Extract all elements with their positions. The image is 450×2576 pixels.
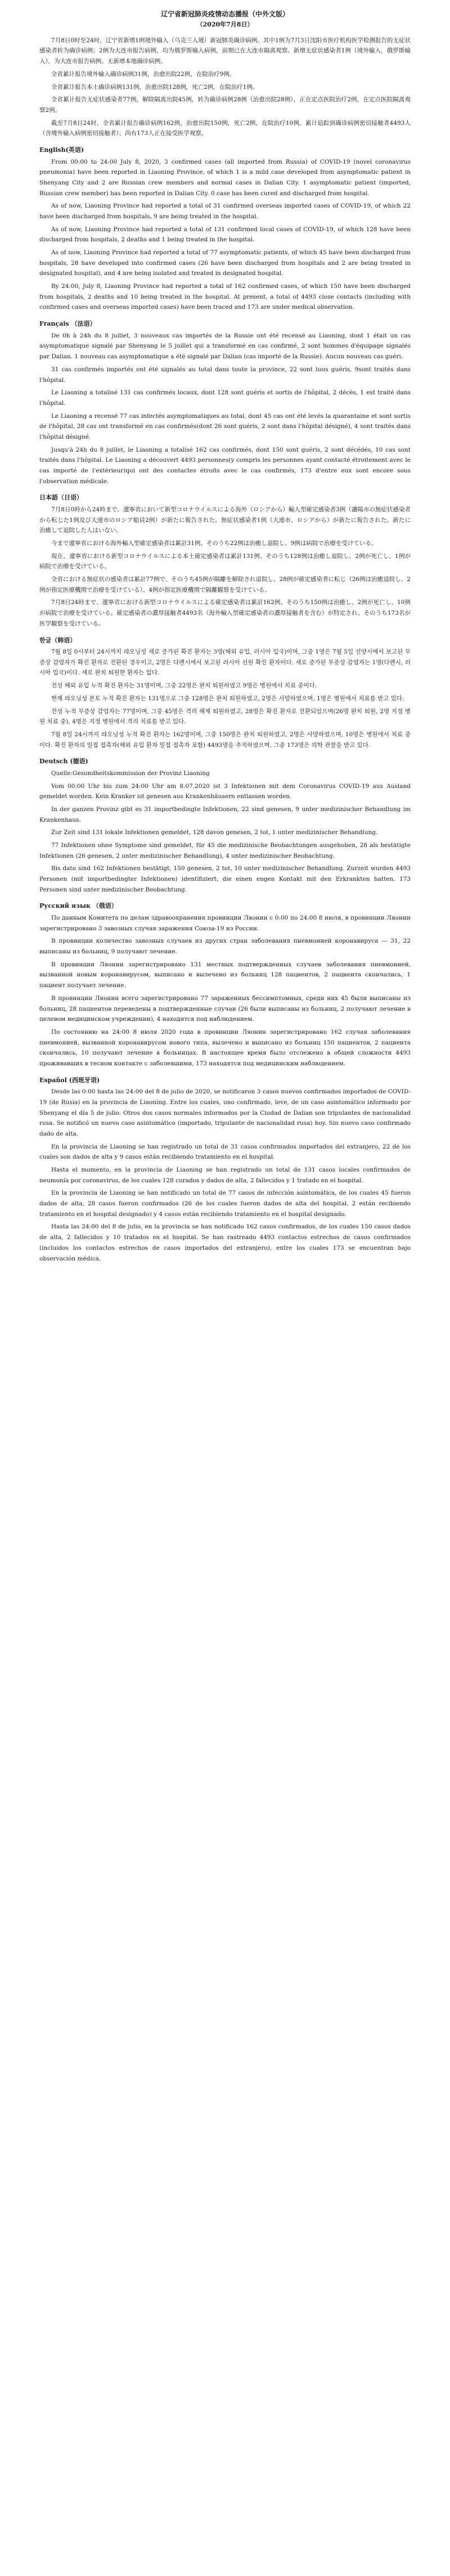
paragraph: По состоянию на 24:00 8 июля 2020 года в провинции Ляонин зарегистрировано 162 случая заболевания пневмонией, вызванной коронавирусом нового типа, вылечено и выписано из больниц 150 пациентов, 2 пациента скончались, 10 получают лечение в больницах. В настоящее время было отслежено в общей сложности 4493 проживавших в тесном контакте с заболевшими, 173 находятся под медицинским наблюдением. [39, 1028, 411, 1067]
paragraph: 7월 8일 24시까지 랴오닝성 누적 확진 환자는 162명이며, 그중 150명은 완치 퇴원하였고, 2명은 사망하였으며, 10명은 병원에서 치료 중이다. 확진 환자의 밀접 접촉자(해외 유입 환자 밀접 접촉자 포함) 4493명을 추적하였으며, 그중 173명은 의학 관찰을 받고 있다. [39, 731, 411, 749]
paragraph: 31 cas confirmés importés ont été signalés au total dans toute la province, 22 sont tous guéris, 9sont traités dans l'hôpital. [39, 366, 411, 384]
paragraph: 7月8日0时至24时，辽宁省新增1例境外输入（乌克兰入境）新冠肺炎确诊病例。其中1例为7月3日沈阳市医疗机构医学检测报告的无症状感染者转为确诊病例；2例为大连市报告病例，均为俄罗斯输入病例，前期已在大连市隔离观察。新增无症状感染者1例（境外输入，俄罗斯输入），为大连市报告病例。无新增本地确诊病例。 [39, 37, 411, 65]
paragraph: Hasta las 24:00 del 8 de julio, en la provincia se han notificado 162 casos confirmados, de los cuales 150 casos dados de alta, 2 fallecidos y 10 tratados en el hospital. Se han rastreado 4493 contactos estrechos de casos confirmados (incluidos los contactos estrechos de casos importados del extranjero), entre los cuales 173 se encuentran bajo observación médica. [39, 1223, 411, 1262]
paragraph: 전성 해외 유입 누적 확진 환자는 31명이며, 그중 22명은 완치 퇴원하였고 9명은 병원에서 치료 중이다. [51, 682, 317, 690]
paragraph: Le Liaoning a totalisé 131 cas confirmés locaux, dont 128 sont guéris et sortis de l'hôpital, 2 décès, 1 est traité dans l'hôpital. [39, 389, 411, 407]
section-spanish [39, 1075, 411, 1264]
paragraph: 全省累计报告本土确诊病例131例，治愈出院128例，死亡2例，在院治疗1例。 [51, 83, 259, 91]
paragraph: From 00:00 to 24:00 July 8, 2020, 3 confirmed cases (all imported from Russia) of COVID-19 (novel coronavirus pneumonia) have been reported in Liaoning Province, of which 1 is a mild case developed from asymptomatic patient in Shenyang City and 2 are Russian crew members and normal cases in Dalian City. 1 asymptomatic patient (imported, Russian crew member) has been reported in Dalian City. 0 case has been cured and discharged from hospital. [39, 158, 411, 197]
paragraph: 77 Infektionen ohne Symptome sind gemeldet, für 45 die medizinische Beobachtungen ausgehoben, 28 als bestätigte Infektionen (26 genesen, 2 unter medizinischer Behandlung), 4 unter medizinischer Beobachtung. [39, 841, 411, 859]
paragraph: En la provincia de Liaoning se han notificado un total de 77 casos de infección asintomática, de los cuales 45 fueron dados de alta, 28 casos fueron confirmados (26 de los cuales fueron dados de alta del hospital, 2 están recibiendo tratamiento en el hospital designado) y 4 casos están recibiendo tratamiento en el hospital designado. [39, 1190, 411, 1218]
paragraph: In der ganzen Provinz gibt es 31 importbedingte Infektionen, 22 sind genesen, 9 unter medizinischer Behandlung im Krankenhaus. [39, 805, 411, 823]
paragraph: 現在、遼寧省における新型コロナウイルスによる本土確定感染者は累計131例、そのうち128例は治癒し退院し、2例が死亡し、1例が病院で治療を受けている。 [39, 552, 411, 570]
section-heading: English(英语) [39, 146, 84, 154]
section-heading: Русский язык （俄语） [39, 902, 118, 910]
paragraph: 截至7月8日24时，全省累计报告确诊病例162例，治愈出院150例，死亡2例，在院治疗10例。累计追踪到确诊病例密切接触者4493人（含境外输入病例密切接触者），尚有173人正在接受医学观察。 [39, 119, 411, 137]
section-french [39, 318, 411, 487]
paragraph: 今まで遼寧省における海外輸入型確定感染者は累計31例、そのうち22例は治癒し退院し、9例は病院で治療を受けている。 [51, 540, 377, 547]
section-heading: 日本語（日语） [39, 494, 83, 502]
paragraph: As of now, Liaoning Province had reported a total of 77 asymptomatic patients, of which 45 have been discharged from hospitals, 28 have developed into confirmed cases (26 have been discharged from hospitals and 2 are being treated in designated hospital), and 4 are being isolated and treated in designated hospital. [39, 249, 411, 277]
paragraph: 全省累计报告境外输入确诊病例31例，治愈出院22例，在院治疗9例。 [51, 70, 236, 78]
paragraph: En la provincia de Liaoning se han registrado un total de 31 casos confirmados importados del extranjero, 22 de los cuales son dados de alta y 9 casos están recibiendo tratamiento en el hospital. [39, 1143, 411, 1161]
paragraph: 7월 8일 0시부터 24시까지 랴오닝성 새로 증가된 확진 환자는 3명(해외 유입, 러시아 입국)이며, 그중 1명은 7월 5일 선양시에서 보고된 무증상 감염자가 확진 환자로 전환된 경우이고, 2명은 다롄시에서 보고된 러시아 선원 확진 환자이다. 새로 증가된 무증상 감염자는 1명(다롄시, 러시아 입국)이다. 새로 완치 퇴원한 환자는 없다. [39, 648, 411, 677]
paragraph: As of now, Liaoning Province had reported a total of 31 confirmed overseas imported cases of COVID-19, of which 22 have been discharged from hospitals, 9 are being treated in the hospital. [39, 202, 411, 220]
paragraph: As of now, Liaoning Province had reported a total of 131 confirmed local cases of COVID-19, of which 128 have been discharged from hospitals, 2 deaths and 1 being treated in the hospital. [39, 226, 411, 244]
paragraph: Quelle:Gesundheitskommission der Provinz Liaoning [51, 769, 210, 777]
paragraph: Desde las 0:00 hasta las 24:00 del 8 de julio de 2020, se notificaron 3 casos nuevos confirmados importados de COVID-19 (de Rusia) en la provincia de Liaoning. Entre los cuales, uno confirmado, leve, de un caso asintomático informado por Shenyang el día 5 de julio. Otros dos casos normales informados por la Ciudad de Dalian son tripulantes de nacionalidad rusa. Se notificó un nuevo caso asintomático (importado, tripulante de nacionalidad rusa) hoy. Sin nuevo caso confirmado dado de alta. [39, 1088, 411, 1137]
section-english [39, 145, 411, 313]
paragraph: 7月8日0時から24時まで、遼寧省において新型コロナウイルスによる海外（ロシアから）輸入型確定感染者3例（瀋陽市の無症状感染者から転じた1例及び大連市のロシア船員2例）が新たに報告された。無症状感染者1例（大連市、ロシアから）が新たに報告された。新たに治癒して退院した人はいない。 [39, 506, 411, 534]
section-chinese [39, 35, 411, 139]
paragraph: В провинции Ляонин зарегистрировано 131 местных подтвержденных случаев заболевания пневмонией, вызванной новым коронавирусом, выписано и вылечено из больниц 128 пациентов, 2 пациента скончались, 1 пациент получает лечение. [39, 961, 411, 989]
paragraph: Zur Zeit sind 131 lokale Infektionen gemeldet, 128 davon genesen, 2 tot, 1 unter medizinischer Behandlung. [51, 829, 378, 836]
paragraph: 全省累计报告无症状感染者77例，解除隔离出院45例，转为确诊病例28例（治愈出院28例），正在定点医院治疗2例，在定点医院隔离观察2例。 [39, 96, 411, 114]
paragraph: 全省における無症状の感染者は累計77例で、そのうち45例が隔離を解除され退院し、28例が確定感染者に転じ（26例は治癒退院し、2例が指定医療機関で治療を受けている）、4例が指定医療機関で隔離観察を受けている。 [39, 576, 411, 593]
paragraph: 7月8日24時まで、遼寧省における新型コロナウイルスによる確定感染者は累計162例、そのうち150例は治癒し、2例が死亡し、10例が病院で治療を受けている。確定感染者の濃厚接触者4493名（海外輸入型確定感染者の濃厚接触者を含む）が特定され、そのうち173名が医学観察を受けている。 [39, 599, 411, 627]
paragraph: Le Liaoning a recensé 77 cas infectés asymptomatiques au total, dont 45 cas ont été levés la quarantaine et sont sortis de l'hôpital, 28 cas ont transformé en cas confirmés(dont 26 sont guéris, 2 sont dans l'hôpital désigné), 4 sont traités dans l'hôpital désigné. [39, 412, 411, 440]
section-german [39, 756, 411, 895]
paragraph: Hasta el momento, en la provincia de Liaoning se han registrado un total de 131 casos locales confirmados de neumonía por coronavirus, de los cuales 128 curados y dados de alta, 2 fallecidos y 1 tratado en el hospital. [39, 1167, 411, 1184]
paragraph: Vom 00:00 Uhr bis zum 24:00 Uhr am 8.07.2020 ist 3 Infektionen mit dem Coronavirus COVID-19 aus Ausland gemeldet worden. Kein Kranker ist genesen aus Krankenhäusern entlassen worden. [39, 782, 411, 800]
page-title: 辽宁省新冠肺炎疫情动态播报（中外文版） [160, 10, 289, 18]
paragraph: De 0h à 24h du 8 juillet, 3 nouveaux cas importés de la Russie ont été recensé au Liaoning, dont 1 était un cas asymptomatique signalé par Shenyang le 5 juillet qui a transformé en cas confirmé, 2 sont hommes d'équipage signalés par Dalian. 1 nouveau cas asymptomatique a été signalé par Dalian (cas importé de la Russie). Aucun nouveau cas guéri. [39, 332, 411, 361]
section-heading: Français （法语） [39, 320, 96, 328]
paragraph: По данным Комитета по делам здравоохранения провинции Ляонин с 0:00 по 24:00 8 июля, в провинции Ляонин зарегистрировано 3 завозных случая заражения Союза-19 из России. [39, 915, 411, 932]
paragraph: Bis dato sind 162 Infektionen bestätigt, 150 genesen, 2 tot, 10 unter medizinischer Behandlung. Zurzeit wurden 4493 Personen (mit importbedingter Infektionen) identifiziert, die einen engen Kontakt mit den Erkrankten hatten. 173 Personen sind unter medizinischer Beobachtung. [39, 865, 411, 893]
section-japanese [39, 492, 411, 629]
page-date: （2020年7月8日） [196, 21, 254, 29]
paragraph: В провинции Ляонин всего зарегистрировано 77 зараженных бессимптомных, среди них 45 были выписаны из больниц, 28 пациентов переведены в подтвержденные случаи (26 были выписаны из больниц, 2 получают лечение в целевом медицинском учреждении), 4 находятся под наблюдением. [39, 994, 411, 1023]
section-heading: 한글（韩语） [39, 636, 76, 644]
section-heading: Deutsch (德语) [39, 758, 88, 765]
paragraph: Jusqu'à 24h du 8 juillet, le Liaoning a totalisé 162 cas confirmés, dont 150 sont guéris, 2 sont décédés, 10 cas sont traités dans l'hôpital. Le Liaoning a découvert 4493 personnes(y compris les personnes ayant contacté étroitement avec le cas importé de l'extérieur)qui ont des contactes étroits avec le cas confirmés, 173 d'entre eux sont encore sous l'observation médicale. [39, 446, 411, 485]
paragraph: В провинции количество завозных случаев из других стран заболевания пневмонией коронавируса — 31, 22 выписаны из больниц, 9 получают лечение. [39, 938, 411, 956]
paragraph: By 24:00, July 8, Liaoning Province had reported a total of 162 confirmed cases, of which 150 have been discharged from hospitals, 2 deaths and 10 being treated in the hospital. At present, a total of 4493 close contacts (including with confirmed cases and overseas imported cases) have been traced and 173 are under medical observation. [39, 283, 411, 311]
section-russian [39, 900, 411, 1069]
section-heading: Español (西班牙语) [39, 1076, 100, 1084]
paragraph: 전성 누적 무증상 감염자는 77명이며, 그중 45명은 격리 해제 퇴원하였고, 28명은 확진 환자로 전환되었으며(26명 완치 퇴원, 2명 지정 병원 치료 중), 4명은 지정 병원에서 격리 치료를 받고 있다. [39, 708, 411, 726]
paragraph: 현재 랴오닝성 본토 누적 확진 환자는 131명으로 그중 128명은 완치 퇴원하였고, 2명은 사망하였으며, 1명은 병원에서 치료를 받고 있다. [51, 695, 404, 702]
section-korean [39, 635, 411, 751]
